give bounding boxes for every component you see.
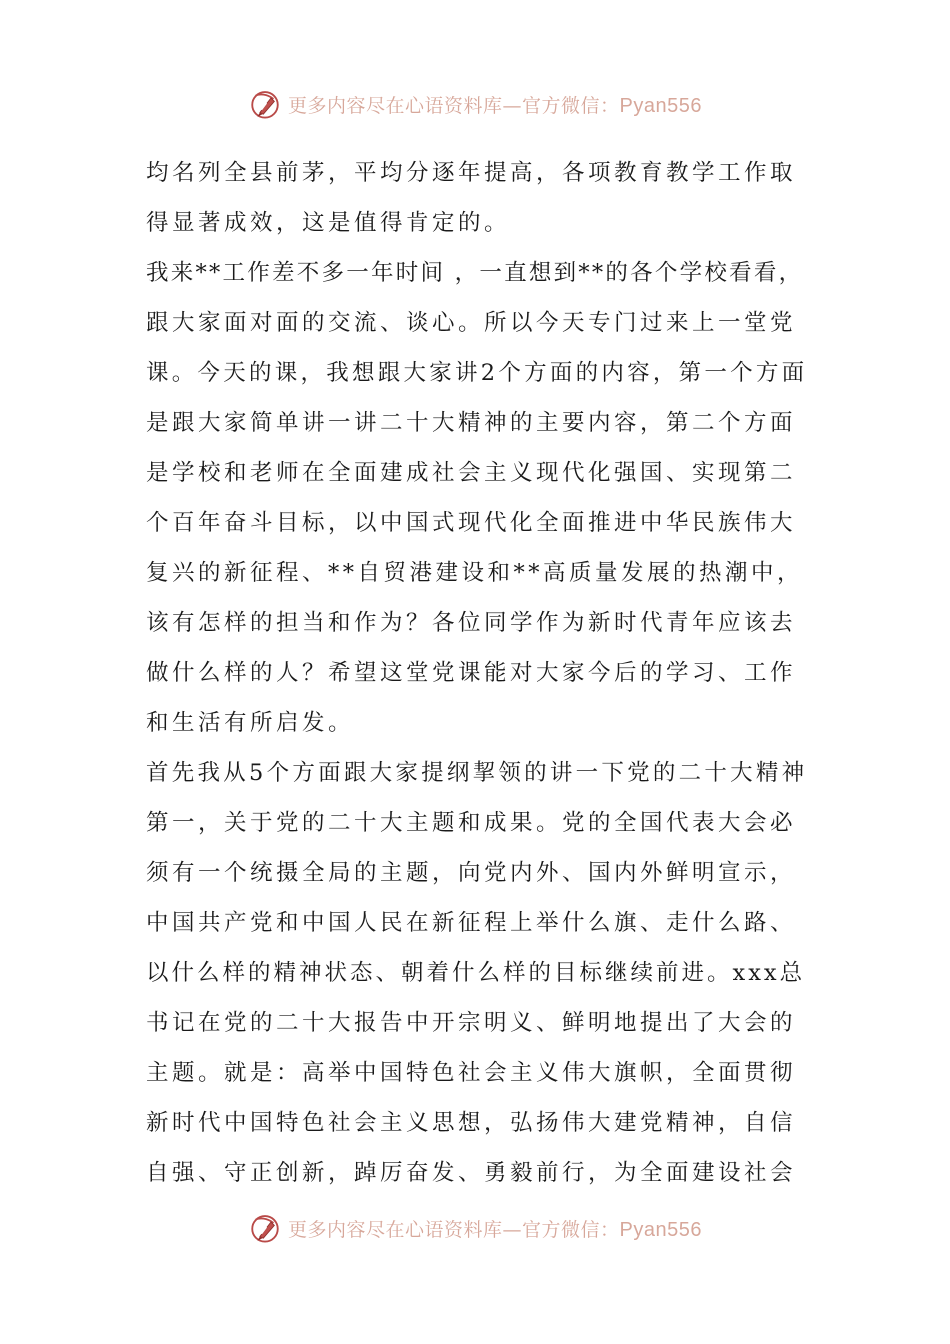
text-line: 我来**工作差不多一年时间 ，一直想到**的各个学校看看， [146,260,804,286]
text-line: 书记在党的二十大报告中开宗明义、鲜明地提出了大会的 [146,1010,797,1036]
pen-nib-logo-icon [248,87,282,121]
watermark-wechat-id: Pyan556 [619,94,702,117]
text-line: 该有怎样的担当和作为？各位同学作为新时代青年应该去 [146,610,797,636]
pen-nib-logo-icon [248,1211,282,1245]
text-line: 以什么样的精神状态、朝着什么样的目标继续前进。xxx总 [146,960,806,986]
text-line: 和生活有所启发。 [146,710,355,736]
header-watermark [0,84,950,124]
text-line: 中国共产党和中国人民在新征程上举什么旗、走什么路、 [146,910,797,936]
text-line: 得显著成效，这是值得肯定的。 [146,210,511,236]
text-line: 做什么样的人？希望这堂党课能对大家今后的学习、工作 [146,660,797,686]
watermark-text: 更多内容尽在心语资料库—官方微信：Pyan556 [288,1218,702,1241]
text-line: 新时代中国特色社会主义思想，弘扬伟大建党精神，自信 [146,1110,797,1136]
text-line: 首先我从5个方面跟大家提纲挈领的讲一下党的二十大精神 [146,760,808,786]
text-line: 须有一个统摄全局的主题，向党内外、国内外鲜明宣示， [146,860,797,886]
text-line: 均名列全县前茅，平均分逐年提高，各项教育教学工作取 [146,160,797,186]
text-line: 第一，关于党的二十大主题和成果。党的全国代表大会必 [146,810,797,836]
watermark-text: 更多内容尽在心语资料库—官方微信：Pyan556 [288,94,702,117]
text-line: 是跟大家简单讲一讲二十大精神的主要内容，第二个方面 [146,410,797,436]
text-line: 是学校和老师在全面建成社会主义现代化强国、实现第二 [146,460,797,486]
footer-watermark [0,1208,950,1248]
watermark-wechat-id: Pyan556 [619,1218,702,1241]
document-body [146,148,810,1198]
text-line: 自强、守正创新，踔厉奋发、勇毅前行，为全面建设社会 [146,1160,797,1186]
text-line: 个百年奋斗目标，以中国式现代化全面推进中华民族伟大 [146,510,797,536]
text-line: 跟大家面对面的交流、谈心。所以今天专门过来上一堂党 [146,310,797,336]
text-line: 复兴的新征程、**自贸港建设和**高质量发展的热潮中， [146,560,804,586]
text-line: 课。今天的课，我想跟大家讲2个方面的内容，第一个方面 [146,360,808,386]
text-line: 主题。就是：高举中国特色社会主义伟大旗帜，全面贯彻 [146,1060,797,1086]
